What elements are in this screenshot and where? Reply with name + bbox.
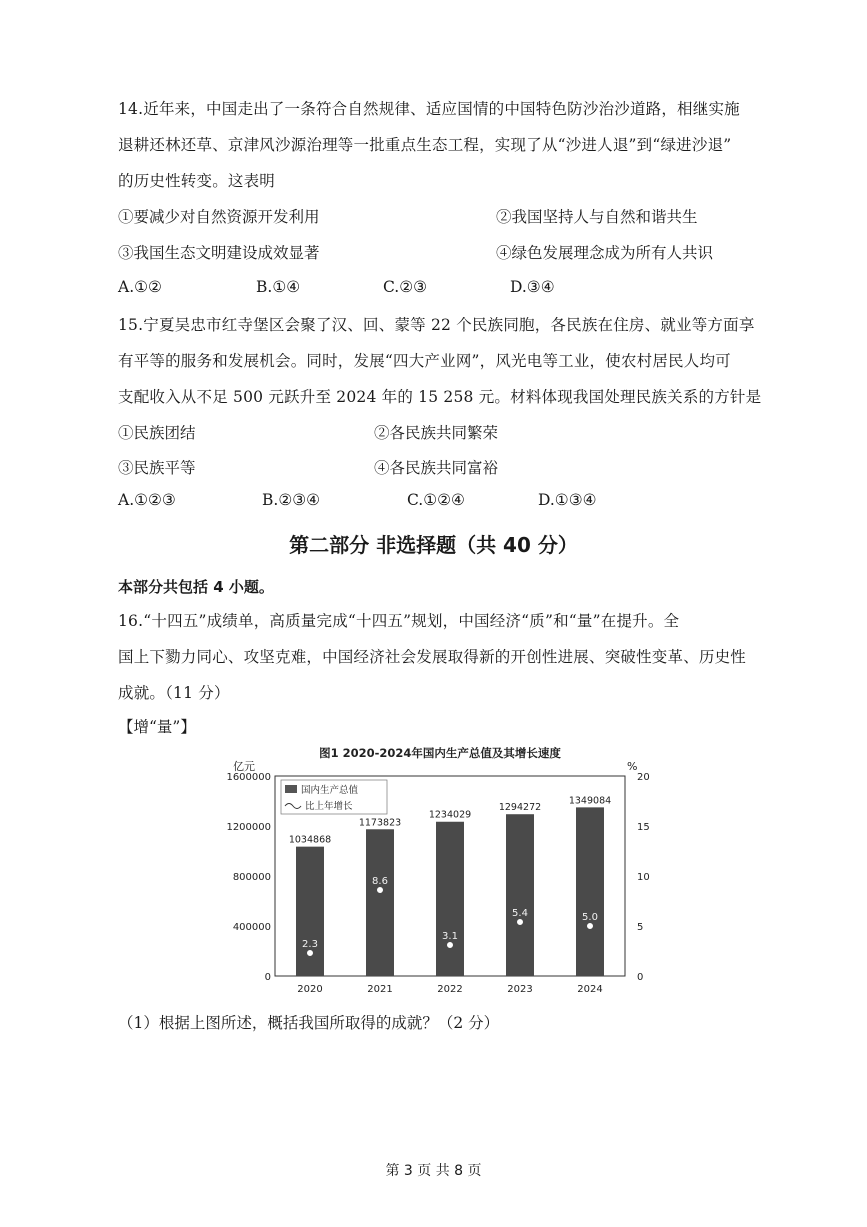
y-tick-left: 0 <box>264 972 271 983</box>
q14-stem-line-1: 14.近年来，中国走出了一条符合自然规律、适应国情的中国特色防沙治沙道路，相继实施 <box>118 100 740 118</box>
q14-answer-d: D.③④ <box>510 278 555 296</box>
growth-point <box>588 924 593 929</box>
q15-stem-line-3: 支配收入从不足 500 元跃升至 2024 年的 15 258 元。材料体现我国处理民族关系的方针是 <box>118 388 762 406</box>
x-tick-label: 2024 <box>577 984 603 995</box>
y-tick-right: 10 <box>637 872 650 883</box>
q16-stem-line-1: 16.“十四五”成绩单，高质量完成“十四五”规划，中国经济“质”和“量”在提升。全 <box>118 612 680 630</box>
y-tick-left: 1200000 <box>226 822 271 833</box>
y-tick-left: 1600000 <box>226 772 271 783</box>
growth-point <box>448 943 453 948</box>
q14-answer-c: C.②③ <box>383 278 428 296</box>
x-tick-label: 2020 <box>297 984 323 995</box>
y-axis-left-label: 亿元 <box>233 760 255 773</box>
q15-answer-a: A.①②③ <box>118 491 176 509</box>
legend-growth-label: 比上年增长 <box>305 801 353 812</box>
bar-value-label: 1349084 <box>568 795 612 807</box>
y-tick-right: 5 <box>637 922 644 933</box>
legend-bar-swatch <box>285 785 297 793</box>
page-footer: 第 3 页 共 8 页 <box>385 1163 482 1179</box>
q15-choice-2: ②各民族共同繁荣 <box>374 424 499 442</box>
x-tick-label: 2023 <box>507 984 533 995</box>
x-tick-label: 2022 <box>437 984 463 995</box>
growth-value-label: 3.1 <box>442 931 458 942</box>
y-tick-left: 400000 <box>232 922 271 933</box>
growth-point <box>378 888 383 893</box>
q15-answer-d: D.①③④ <box>538 491 597 509</box>
q14-choice-3: ③我国生态文明建设成效显著 <box>118 244 320 262</box>
q14-stem-line-3: 的历史性转变。这表明 <box>118 172 276 190</box>
bar-value-label: 1173823 <box>358 817 402 829</box>
bar-2022 <box>436 822 464 976</box>
growth-value-label: 2.3 <box>302 939 318 950</box>
y-axis-right-label: % <box>627 760 638 773</box>
q14-answer-a: A.①② <box>118 278 162 296</box>
bar-value-label: 1234029 <box>428 809 472 821</box>
q16-sub-question-1: （1）根据上图所述，概括我国所取得的成就？（2 分） <box>118 1014 500 1032</box>
y-tick-right: 0 <box>637 972 644 983</box>
q15-stem-line-1: 15.宁夏吴忠市红寺堡区会聚了汉、回、蒙等 22 个民族同胞，各民族在住房、就业等方面享 <box>118 316 755 334</box>
q15-answer-b: B.②③④ <box>262 491 321 509</box>
growth-value-label: 5.0 <box>582 912 598 923</box>
q15-choice-3: ③民族平等 <box>118 459 196 477</box>
y-tick-right: 20 <box>637 772 650 783</box>
growth-value-label: 8.6 <box>372 876 388 887</box>
legend-gdp-label: 国内生产总值 <box>301 785 359 796</box>
growth-point <box>518 920 523 925</box>
y-tick-left: 800000 <box>232 872 271 883</box>
q14-answer-b: B.①④ <box>256 278 301 296</box>
x-tick-label: 2021 <box>367 984 393 995</box>
q15-choice-4: ④各民族共同富裕 <box>374 459 499 477</box>
q14-choice-2: ②我国坚持人与自然和谐共生 <box>496 208 698 226</box>
bar-value-label: 1294272 <box>498 802 542 814</box>
part2-title: 第二部分 非选择题（共 40 分） <box>289 533 578 557</box>
gdp-chart <box>215 740 655 1002</box>
q14-stem-line-2: 退耕还林还草、京津风沙源治理等一批重点生态工程，实现了从“沙进人退”到“绿进沙退” <box>118 136 732 154</box>
q16-subheading: 【增“量”】 <box>118 718 196 736</box>
bar-2020 <box>296 847 324 976</box>
q15-choice-1: ①民族团结 <box>118 424 196 442</box>
bar-2024 <box>576 807 604 976</box>
q15-answer-c: C.①②④ <box>407 491 465 509</box>
q15-stem-line-2: 有平等的服务和发展机会。同时，发展“四大产业网”，风光电等工业，使农村居民人均可 <box>118 352 731 370</box>
bar-2021 <box>366 829 394 976</box>
q16-stem-line-3: 成就。（11 分） <box>118 684 230 702</box>
bar-value-label: 1034868 <box>288 834 332 846</box>
growth-value-label: 5.4 <box>512 908 528 919</box>
growth-point <box>308 951 313 956</box>
y-tick-right: 15 <box>637 822 650 833</box>
bar-2023 <box>506 814 534 976</box>
part2-intro: 本部分共包括 4 小题。 <box>118 578 274 596</box>
q16-stem-line-2: 国上下勠力同心、攻坚克难，中国经济社会发展取得新的开创性进展、突破性变革、历史性 <box>118 648 747 666</box>
q14-choice-4: ④绿色发展理念成为所有人共识 <box>496 244 714 262</box>
chart-title: 图1 2020-2024年国内生产总值及其增长速度 <box>319 746 561 760</box>
q14-choice-1: ①要减少对自然资源开发利用 <box>118 208 320 226</box>
